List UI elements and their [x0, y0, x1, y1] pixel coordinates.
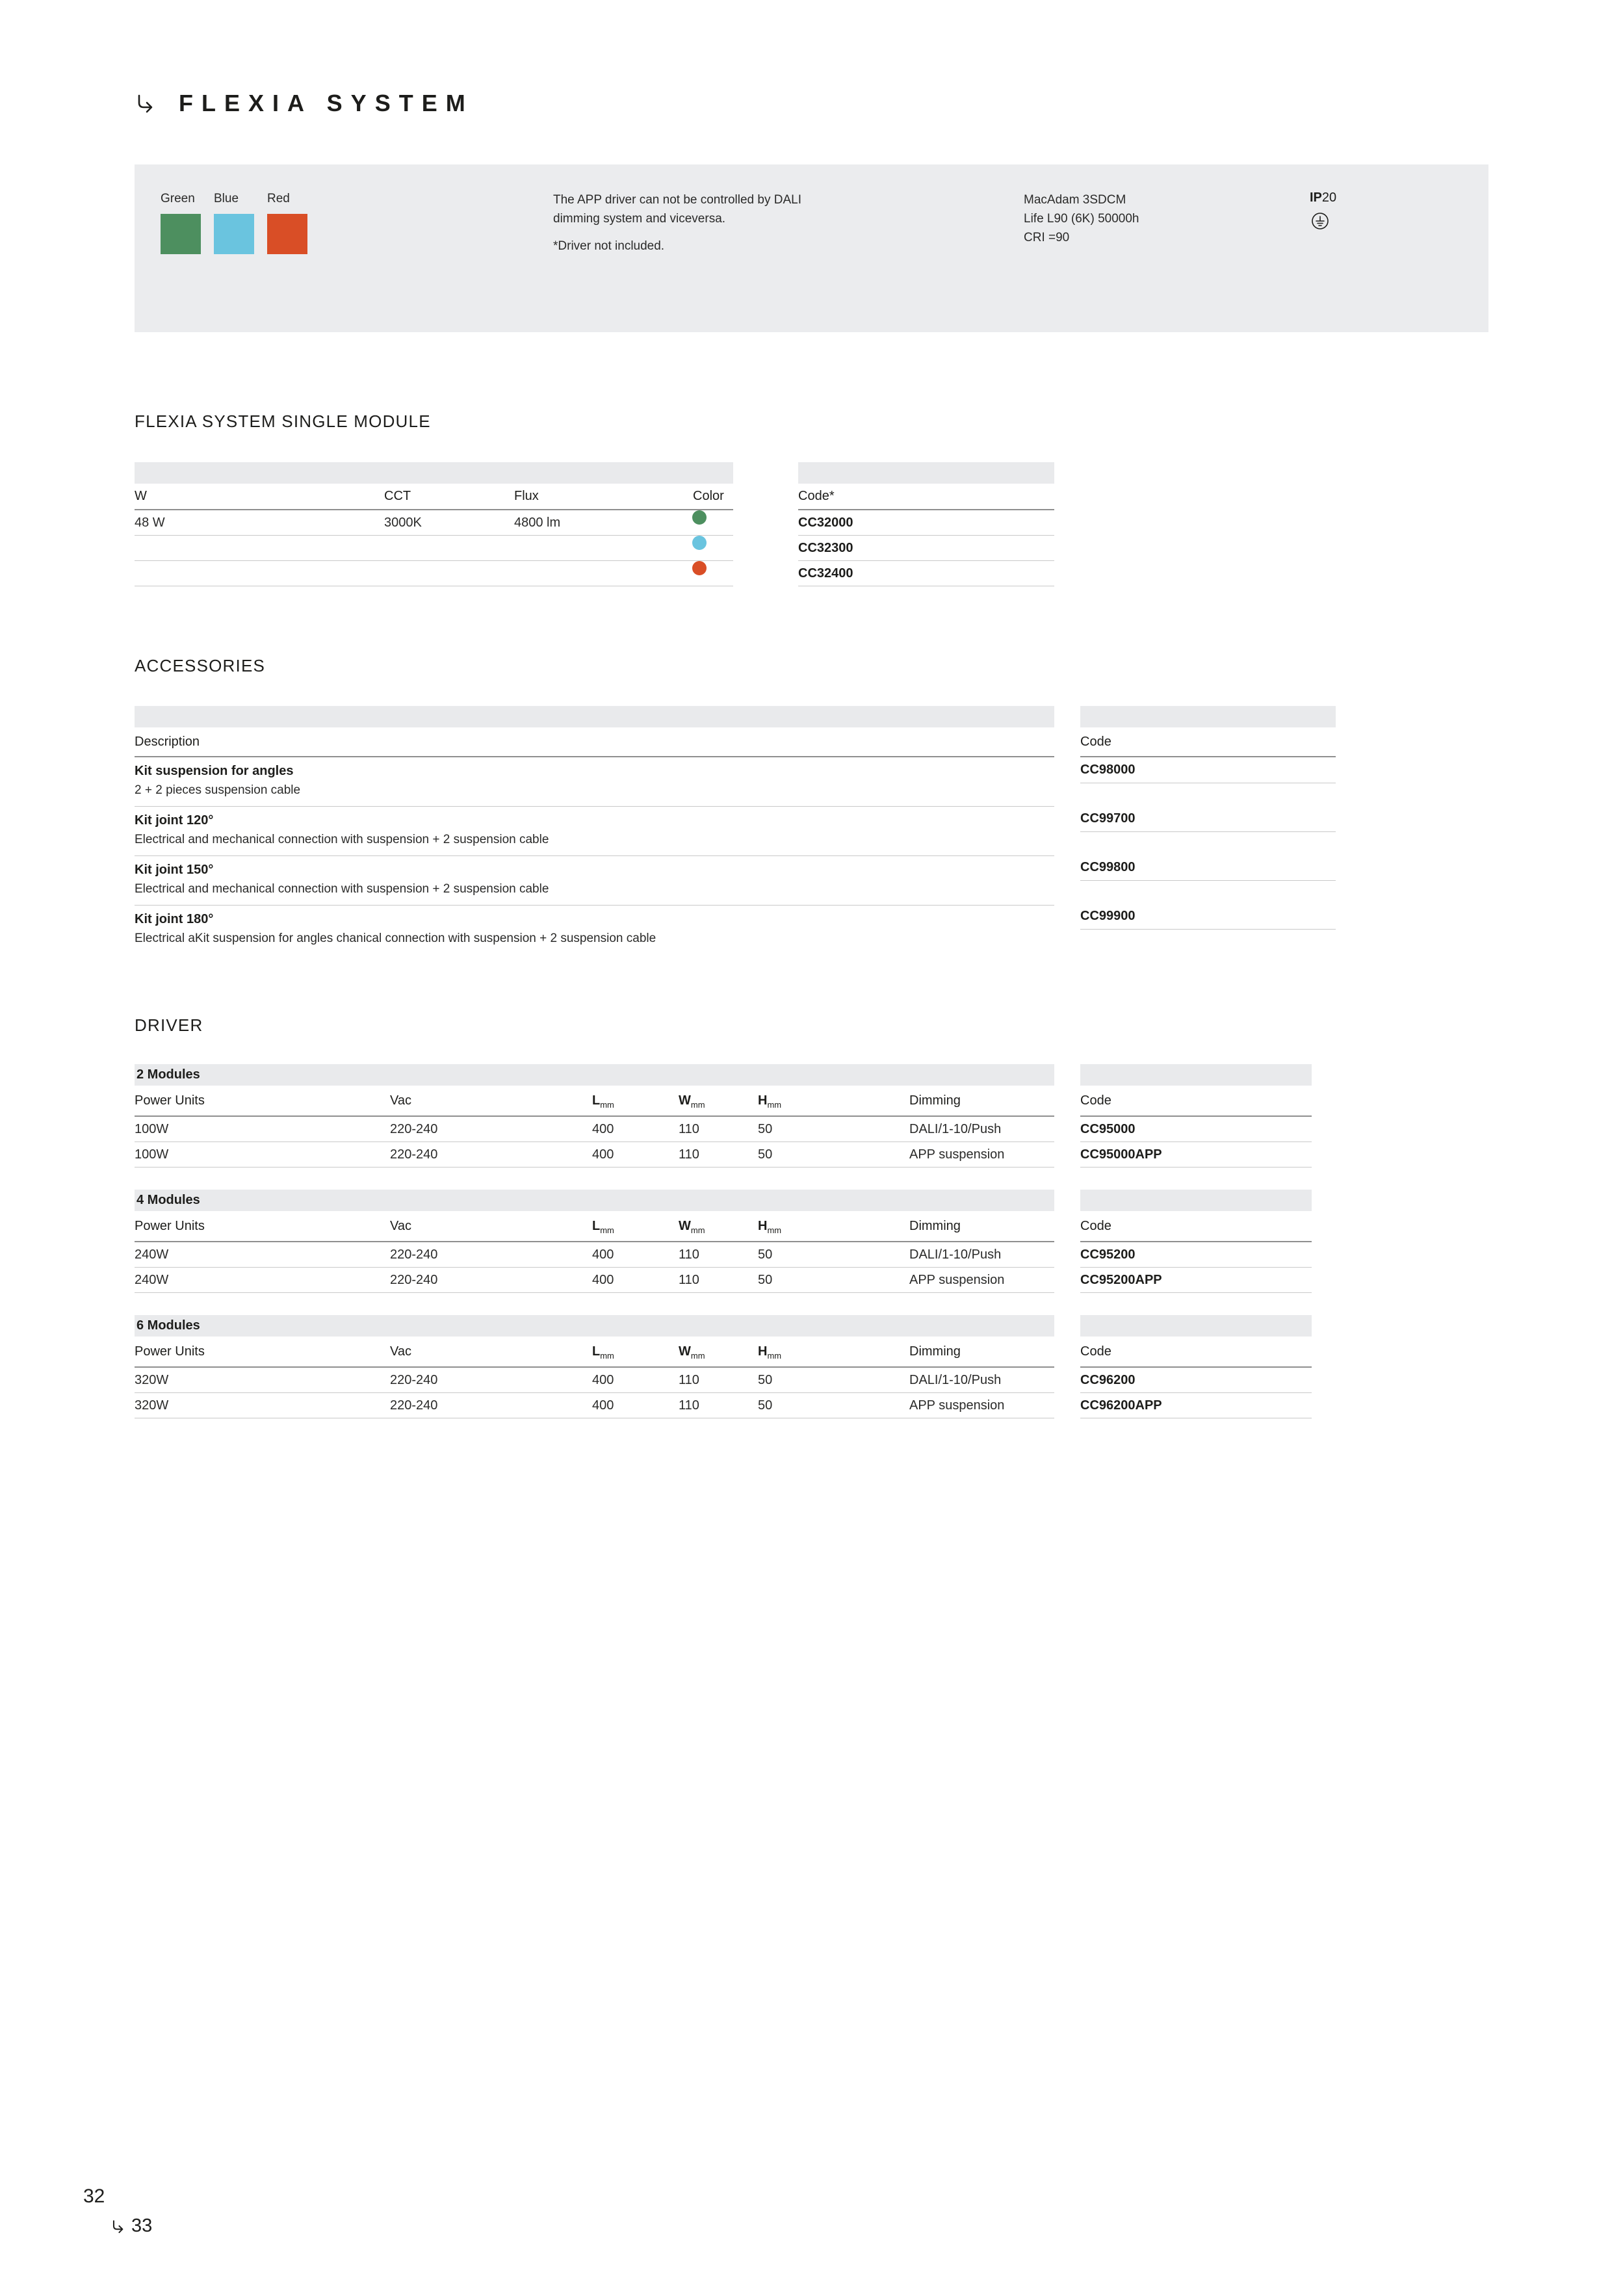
product-code: CC96200: [1080, 1373, 1136, 1387]
driver-table-left: [135, 1190, 1054, 1293]
driver-heading: DRIVER: [135, 1015, 203, 1035]
col-header-width: $W_{mm}$: [679, 1093, 705, 1110]
width-value: 110: [679, 1373, 699, 1387]
accessories-header-row: [135, 727, 1054, 757]
product-code: CC95200APP: [1080, 1273, 1162, 1287]
swatch-label: Blue: [214, 192, 239, 205]
ip-value: 20: [1321, 190, 1337, 205]
dimming-value: APP suspension: [909, 1273, 1005, 1287]
driver-group-4-modules: [135, 1190, 1312, 1293]
product-code: CC98000: [1080, 757, 1336, 783]
code-header-row: [1080, 727, 1336, 757]
product-code: CC99900: [1080, 904, 1336, 930]
col-header-code: Code: [1080, 1219, 1111, 1233]
product-code: CC99700: [1080, 806, 1336, 832]
driver-code-column: [1080, 1315, 1312, 1418]
table-row: [798, 561, 1054, 586]
swatch-red: [267, 192, 307, 254]
driver-code-column: [1080, 1064, 1312, 1168]
protection-class-icon: [1311, 212, 1329, 230]
note-paragraph: [553, 190, 801, 228]
col-header-color: Color: [693, 489, 724, 503]
col-header-vac: Vac: [390, 1093, 411, 1108]
col-header-power-units: Power Units: [135, 1219, 205, 1233]
accessory-code-row: [1080, 806, 1336, 855]
col-header-length: $L_{mm}$: [592, 1219, 614, 1235]
col-header-width: $W_{mm}$: [679, 1344, 705, 1361]
table-row: [798, 510, 1054, 536]
red-color-dot: [692, 561, 707, 575]
table-strip: [135, 462, 733, 484]
table-strip: [135, 706, 1054, 727]
driver-code-row: [1080, 1117, 1312, 1142]
red-swatch: [267, 214, 307, 254]
col-header-code: Code: [1080, 1093, 1111, 1108]
length-value: 400: [592, 1247, 614, 1262]
group-label-strip: 2 Modules: [135, 1064, 1054, 1086]
driver-not-included-note: *Driver not included.: [553, 239, 665, 253]
col-header-code: Code*: [798, 489, 835, 503]
driver-row: [135, 1117, 1054, 1142]
length-value: 400: [592, 1147, 614, 1162]
table-row: [135, 510, 733, 536]
length-value: 400: [592, 1273, 614, 1287]
power-value: 240W: [135, 1273, 169, 1287]
single-module-code-column: [798, 462, 1054, 586]
driver-header-row: [135, 1211, 1054, 1242]
group-label-strip: [1080, 1190, 1312, 1211]
accessory-description: Electrical aKit suspension for angles chanical connection with suspension + 2 suspension cable: [135, 932, 656, 945]
table-row: [798, 536, 1054, 561]
driver-header-row: [135, 1086, 1054, 1117]
blue-swatch: [214, 214, 254, 254]
green-color-dot: [692, 510, 707, 525]
driver-note: [553, 190, 801, 255]
width-value: 110: [679, 1398, 699, 1413]
accessory-row: [135, 906, 1054, 954]
dimming-value: DALI/1-10/Push: [909, 1122, 1002, 1136]
swatch-green: [161, 192, 201, 254]
length-value: 400: [592, 1398, 614, 1413]
col-header-power-units: Power Units: [135, 1344, 205, 1359]
col-header-dimming: Dimming: [909, 1219, 961, 1233]
swatch-label: Green: [161, 192, 195, 205]
swatch-label: Red: [267, 192, 290, 205]
accessory-row: [135, 807, 1054, 856]
power-value: 320W: [135, 1373, 169, 1387]
height-value: 50: [758, 1122, 773, 1136]
width-value: 110: [679, 1273, 699, 1287]
accessory-title: Kit joint 150°: [135, 863, 214, 877]
flux-value: 4800 lm: [514, 515, 561, 530]
accessories-code-column: [1080, 706, 1336, 952]
col-header-vac: Vac: [390, 1344, 411, 1359]
single-module-heading: FLEXIA SYSTEM SINGLE MODULE: [135, 411, 431, 431]
driver-code-row: [1080, 1142, 1312, 1168]
code-header-row: [798, 484, 1054, 510]
table-row: [135, 536, 733, 561]
hook-arrow-icon: [135, 92, 157, 114]
code-header-row: [1080, 1086, 1312, 1117]
width-value: 110: [679, 1247, 699, 1262]
vac-value: 220-240: [390, 1247, 438, 1262]
col-header-height: $H_{mm}$: [758, 1093, 782, 1110]
table-strip: [1080, 706, 1336, 727]
accessory-title: Kit suspension for angles: [135, 764, 294, 778]
accessory-code-row: [1080, 904, 1336, 952]
accessory-title: Kit joint 120°: [135, 813, 214, 828]
page-number-current: 32: [83, 2185, 105, 2207]
col-header-dimming: Dimming: [909, 1344, 961, 1359]
product-code: CC95200: [1080, 1247, 1136, 1262]
height-value: 50: [758, 1147, 773, 1162]
col-header-length: $L_{mm}$: [592, 1344, 614, 1361]
power-value: 100W: [135, 1147, 169, 1162]
vac-value: 220-240: [390, 1122, 438, 1136]
vac-value: 220-240: [390, 1398, 438, 1413]
driver-table-left: [135, 1064, 1054, 1168]
driver-group-2-modules: [135, 1064, 1312, 1168]
driver-tables: [135, 1064, 1312, 1441]
driver-row: [135, 1393, 1054, 1418]
accessory-row: [135, 757, 1054, 807]
blue-color-dot: [692, 536, 707, 550]
dimming-value: APP suspension: [909, 1147, 1005, 1162]
accessory-code-row: [1080, 855, 1336, 904]
height-value: 50: [758, 1247, 773, 1262]
next-page-number: 33: [131, 2215, 153, 2236]
driver-row: [135, 1268, 1054, 1293]
dimming-value: APP suspension: [909, 1398, 1005, 1413]
w-value: 48 W: [135, 515, 165, 530]
ip-prefix: IP: [1310, 190, 1322, 205]
col-header-code: Code: [1080, 1344, 1111, 1359]
driver-code-row: [1080, 1393, 1312, 1418]
col-header-height: $H_{mm}$: [758, 1344, 782, 1361]
accessories-heading: ACCESSORIES: [135, 656, 266, 675]
dimming-value: DALI/1-10/Push: [909, 1373, 1002, 1387]
accessories-table-left: [135, 706, 1054, 954]
col-header-flux: Flux: [514, 489, 539, 503]
col-header-length: $L_{mm}$: [592, 1093, 614, 1110]
accessory-description: Electrical and mechanical connection with suspension + 2 suspension cable: [135, 833, 549, 846]
accessory-description: Electrical and mechanical connection with suspension + 2 suspension cable: [135, 882, 549, 896]
col-header-height: $H_{mm}$: [758, 1219, 782, 1235]
green-swatch: [161, 214, 201, 254]
page-number-next: [110, 2215, 152, 2237]
driver-row: [135, 1368, 1054, 1393]
accessory-code-row: [1080, 757, 1336, 806]
group-label-strip: 6 Modules: [135, 1315, 1054, 1337]
product-code: CC32400: [798, 566, 853, 581]
color-swatches: [161, 192, 307, 254]
driver-table-left: [135, 1315, 1054, 1418]
ip-rating-text: [1310, 190, 1336, 205]
spec-cri: CRI =90: [1024, 231, 1070, 244]
product-code: CC99800: [1080, 855, 1336, 881]
col-header-code: Code: [1080, 735, 1111, 749]
product-code: CC96200APP: [1080, 1398, 1162, 1413]
col-header-cct: CCT: [384, 489, 411, 503]
page-title: FLEXIA SYSTEM: [179, 90, 474, 116]
power-value: 320W: [135, 1398, 169, 1413]
col-header-power-units: Power Units: [135, 1093, 205, 1108]
driver-code-column: [1080, 1190, 1312, 1293]
product-code: CC32300: [798, 541, 853, 555]
dimming-value: DALI/1-10/Push: [909, 1247, 1002, 1262]
col-header-dimming: Dimming: [909, 1093, 961, 1108]
driver-group-6-modules: [135, 1315, 1312, 1418]
single-module-header-row: [135, 484, 733, 510]
table-strip: [798, 462, 1054, 484]
group-label-strip: [1080, 1315, 1312, 1337]
group-label-strip: 4 Modules: [135, 1190, 1054, 1211]
driver-header-row: [135, 1337, 1054, 1368]
ip-rating: [1310, 190, 1336, 230]
spec-macadam: MacAdam 3SDCM: [1024, 193, 1126, 207]
accessory-row: [135, 856, 1054, 906]
product-code: CC95000APP: [1080, 1147, 1162, 1162]
height-value: 50: [758, 1273, 773, 1287]
width-value: 110: [679, 1147, 699, 1162]
page-header: [135, 90, 474, 117]
length-value: 400: [592, 1122, 614, 1136]
code-header-row: [1080, 1337, 1312, 1368]
product-code: CC95000: [1080, 1122, 1136, 1136]
note-line-2: dimming system and viceversa.: [553, 212, 726, 226]
accessory-title: Kit joint 180°: [135, 912, 214, 926]
table-row: [135, 561, 733, 586]
driver-code-row: [1080, 1268, 1312, 1293]
swatch-blue: [214, 192, 254, 254]
driver-row: [135, 1242, 1054, 1268]
length-value: 400: [592, 1373, 614, 1387]
width-value: 110: [679, 1122, 699, 1136]
cct-value: 3000K: [384, 515, 422, 530]
code-header-row: [1080, 1211, 1312, 1242]
col-header-description: Description: [135, 735, 200, 749]
group-label-strip: [1080, 1064, 1312, 1086]
hook-arrow-icon: [110, 2219, 126, 2234]
col-header-width: $W_{mm}$: [679, 1219, 705, 1235]
power-value: 240W: [135, 1247, 169, 1262]
single-module-table-left: [135, 462, 733, 586]
spec-life: Life L90 (6K) 50000h: [1024, 212, 1139, 226]
product-code: CC32000: [798, 515, 853, 530]
power-value: 100W: [135, 1122, 169, 1136]
col-header-w: W: [135, 489, 147, 503]
vac-value: 220-240: [390, 1147, 438, 1162]
driver-code-row: [1080, 1368, 1312, 1393]
note-line-1: The APP driver can not be controlled by DALI: [553, 193, 801, 207]
spec-list: [1024, 190, 1139, 247]
height-value: 50: [758, 1373, 773, 1387]
height-value: 50: [758, 1398, 773, 1413]
driver-code-row: [1080, 1242, 1312, 1268]
col-header-vac: Vac: [390, 1219, 411, 1233]
driver-row: [135, 1142, 1054, 1168]
vac-value: 220-240: [390, 1273, 438, 1287]
accessory-description: 2 + 2 pieces suspension cable: [135, 783, 301, 797]
info-bar: [135, 164, 1488, 332]
vac-value: 220-240: [390, 1373, 438, 1387]
